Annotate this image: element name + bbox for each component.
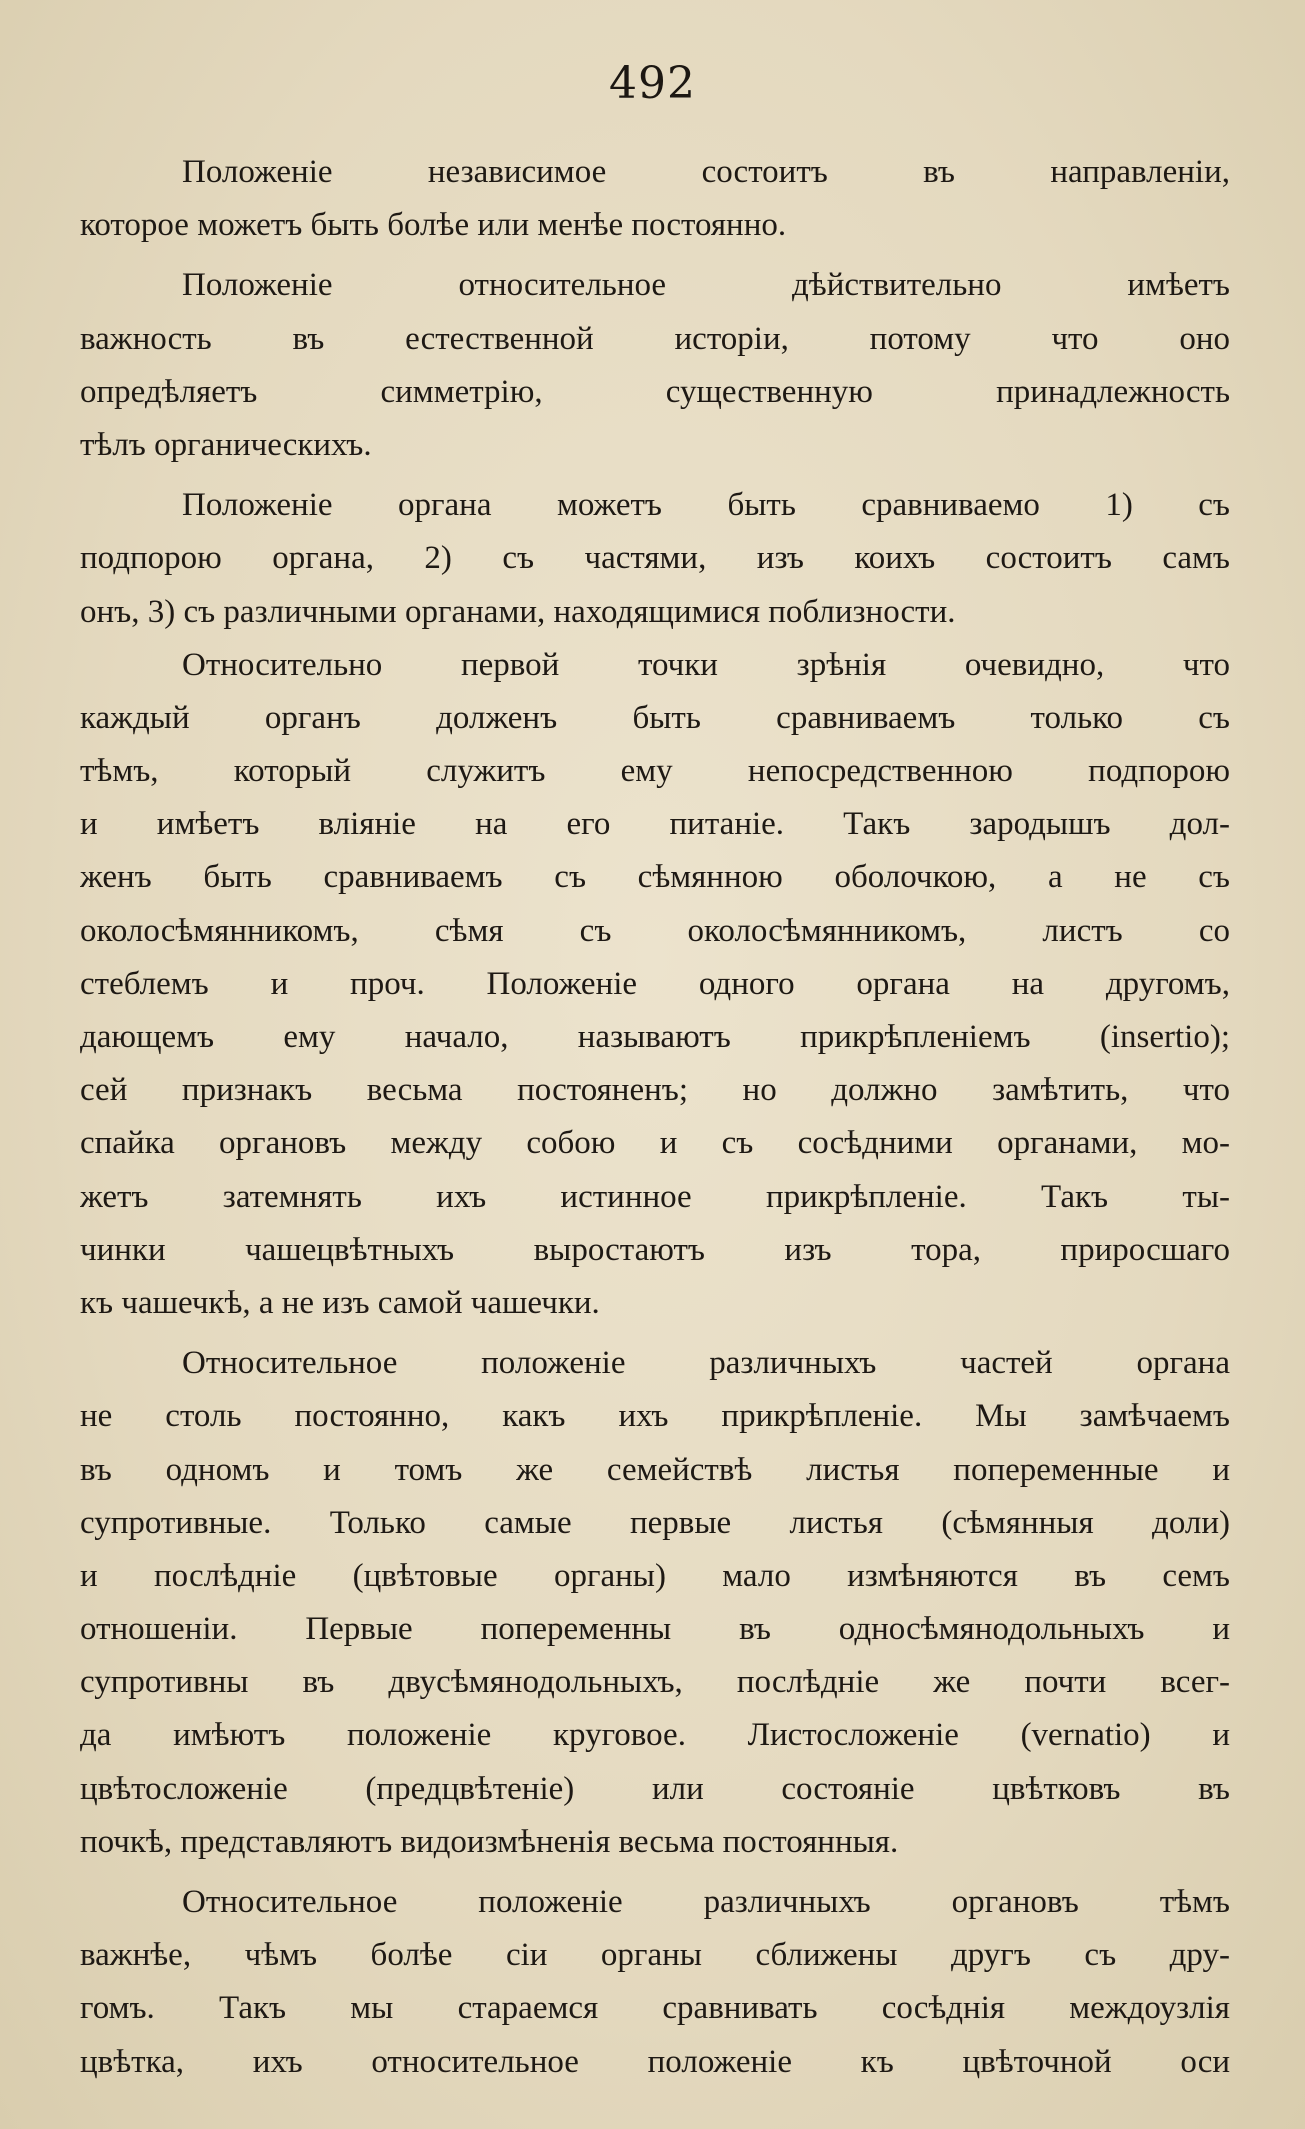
text-line: Положеніе независимое состоитъ въ направленіи, [182,154,1230,190]
text-line: чинки чашецвѣтныхъ выростаютъ изъ тора, приросшаго [80,1231,1230,1268]
text-line: Положеніе относительное дѣйствительно имѣетъ [182,267,1230,304]
text-line: Относительное положеніе различныхъ частей органа [182,1345,1230,1382]
text-line: и послѣдніе (цвѣтовые органы) мало измѣняются въ семъ [80,1557,1230,1594]
text-line: опредѣляетъ симметрію, существенную принадлежность [80,373,1230,410]
text-line: да имѣютъ положеніе круговое. Листосложеніе (vernatio) и [80,1717,1230,1754]
text-line: важность въ естественной исторіи, потому что оно [80,320,1230,357]
text-line: сей признакъ весьма постояненъ; но должно замѣтить, что [80,1072,1230,1109]
page-number: 492 [609,58,696,109]
text-line: къ чашечкѣ, а не изъ самой чашечки. [80,1284,600,1321]
text-line: отношеніи. Первые попеременны въ односѣмянодольныхъ и [80,1611,1230,1648]
text-line: цвѣтосложеніе (предцвѣтеніе) или состояніе цвѣтковъ въ [80,1770,1230,1807]
text-line: дающемъ ему начало, называютъ прикрѣпленіемъ (insertio); [80,1019,1230,1055]
text-line: супротивные. Только самые первые листья (сѣмянныя доли) [80,1504,1230,1541]
text-line: околосѣмянникомъ, сѣмя съ околосѣмянникомъ, листъ со [80,912,1230,949]
body-text [80,146,1230,2089]
text-line: которое можетъ быть болѣе или менѣе постоянно. [80,207,787,244]
text-line: подпорою органа, 2) съ частями, изъ коихъ состоитъ самъ [80,540,1230,577]
text-line: важнѣе, чѣмъ болѣе сіи органы сближены другъ съ дру- [80,1937,1230,1974]
text-line: женъ быть сравниваемъ съ сѣмянною оболочкою, а не съ [80,859,1230,896]
text-line: спайка органовъ между собою и съ сосѣдними органами, мо- [80,1125,1230,1162]
text-line: стеблемъ и проч. Положеніе одного органа на другомъ, [80,965,1230,1002]
text-line: почкѣ, представляютъ видоизмѣненія весьма постоянныя. [80,1823,899,1860]
text-line: Относительно первой точки зрѣнія очевидно, что [182,646,1230,683]
text-line: жетъ затемнять ихъ истинное прикрѣпленіе. Такъ ты- [80,1178,1230,1215]
text-line: каждый органъ долженъ быть сравниваемъ только съ [80,699,1230,736]
text-line: Положеніе органа можетъ быть сравниваемо 1) съ [182,487,1230,524]
text-line: Относительное положеніе различныхъ органовъ тѣмъ [182,1884,1230,1920]
text-line: не столь постоянно, какъ ихъ прикрѣпленіе. Мы замѣчаемъ [80,1398,1230,1435]
text-line: цвѣтка, ихъ относительное положеніе къ цвѣточной оси [80,2043,1230,2080]
text-line: тѣмъ, который служитъ ему непосредственною подпорою [80,753,1230,790]
text-line: онъ, 3) съ различными органами, находящимися поблизности. [80,593,956,630]
text-line: тѣлъ органическихъ. [80,426,372,463]
text-line: въ одномъ и томъ же семействѣ листья попеременные и [80,1451,1230,1488]
text-line: и имѣетъ вліяніе на его питаніе. Такъ зародышъ дол- [80,806,1230,843]
text-line: супротивны въ двусѣмянодольныхъ, послѣдніе же почти всег- [80,1664,1230,1701]
text-line: гомъ. Такъ мы стараемся сравнивать сосѣднія междоузлія [80,1990,1230,2027]
